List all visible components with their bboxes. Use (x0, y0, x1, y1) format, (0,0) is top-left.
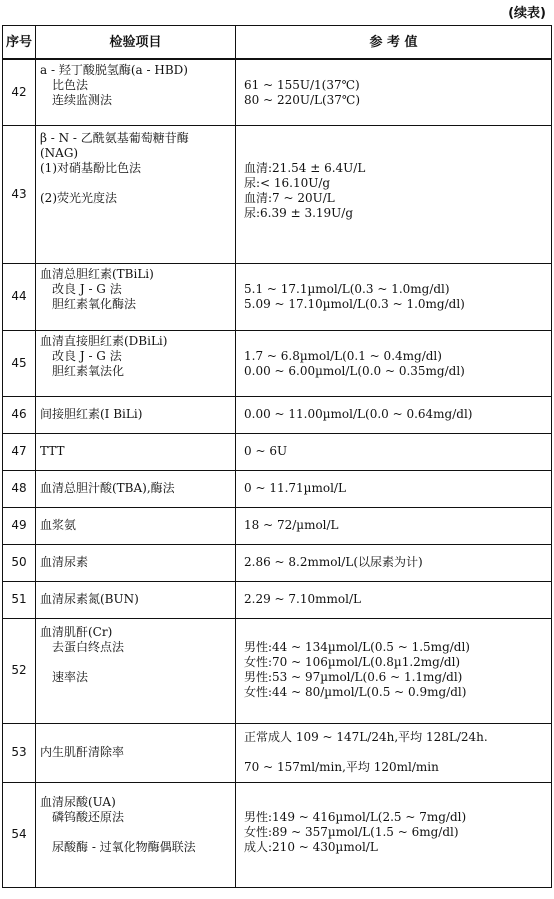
reference-value-line: 70 ~ 157ml/min,平均 120ml/min (244, 759, 439, 774)
reference-value-line: 0.00 ~ 11.00µmol/L(0.0 ~ 0.64mg/dl) (244, 406, 473, 421)
reference-value-line (240, 334, 547, 349)
table-row (3, 581, 552, 618)
reference-value-line: 0 ~ 11.71µmol/L (244, 480, 346, 495)
test-item-cell (36, 125, 236, 263)
row-number: 49 (3, 507, 36, 544)
table-body (3, 59, 552, 887)
reference-value-cell (236, 59, 552, 125)
reference-value-line: 5.09 ~ 17.10µmol/L(0.3 ~ 1.0mg/dl) (244, 296, 465, 311)
row-number: 51 (3, 581, 36, 618)
table-row (3, 59, 552, 125)
test-item-line: 内生肌酐清除率 (40, 744, 125, 759)
test-item-line: 胆红素氧化酶法 (52, 296, 137, 311)
table-row (3, 470, 552, 507)
reference-value-line: 61 ~ 155U/1(37℃) (244, 78, 360, 92)
test-item-line: 连续监测法 (52, 93, 113, 107)
reference-value-line (240, 146, 547, 161)
test-item-line: 间接胆红素(I BiLi) (40, 406, 143, 421)
reference-value-line: 血清:21.54 ± 6.4U/L (244, 160, 366, 175)
reference-value-line (240, 267, 547, 282)
reference-value-cell (236, 544, 552, 581)
test-item-cell (36, 782, 236, 887)
reference-value-line: 女性:89 ~ 357µmol/L(1.5 ~ 6mg/dl) (244, 824, 459, 839)
test-item-line: 尿酸酶 - 过氧化物酶偶联法 (52, 839, 196, 854)
reference-value-table (2, 25, 552, 888)
test-item-line: 血清总胆汁酸(TBA),酶法 (40, 480, 175, 495)
test-item-line: 血清直接胆红素(DBiLi) (40, 333, 168, 348)
row-number: 43 (3, 125, 36, 263)
reference-value-cell (236, 723, 552, 782)
reference-value-line: 0 ~ 6U (244, 443, 288, 458)
row-number: 44 (3, 263, 36, 330)
test-item-line: 速率法 (52, 669, 89, 684)
reference-value-line: 女性:44 ~ 80/µmol/L(0.5 ~ 0.9mg/dl) (244, 684, 467, 699)
test-item-line: 比色法 (52, 78, 89, 92)
table-header-row (3, 26, 552, 60)
test-item-line (40, 176, 231, 191)
continued-label: (续表) (508, 6, 546, 21)
table-row (3, 125, 552, 263)
row-number: 52 (3, 618, 36, 723)
test-item-line: 血清尿素 (40, 554, 89, 569)
row-number: 54 (3, 782, 36, 887)
row-number: 42 (3, 59, 36, 125)
test-item-line: 血清尿素氮(BUN) (40, 591, 139, 606)
reference-value-line (240, 131, 547, 146)
table-row (3, 396, 552, 433)
test-item-line (40, 655, 231, 670)
reference-value-line: 男性:149 ~ 416µmol/L(2.5 ~ 7mg/dl) (244, 809, 467, 824)
test-item-line: 血浆氨 (40, 517, 77, 532)
reference-value-cell (236, 581, 552, 618)
reference-value-line: 正常成人 109 ~ 147L/24h,平均 128L/24h. (244, 729, 488, 744)
test-item-cell (36, 263, 236, 330)
reference-value-line: 1.7 ~ 6.8µmol/L(0.1 ~ 0.4mg/dl) (244, 348, 442, 363)
reference-value-cell (236, 263, 552, 330)
test-item-line (40, 825, 231, 840)
table-row (3, 782, 552, 887)
reference-value-line: 0.00 ~ 6.00µmol/L(0.0 ~ 0.35mg/dl) (244, 363, 465, 378)
test-item-cell (36, 723, 236, 782)
reference-value-cell (236, 782, 552, 887)
reference-value-cell (236, 618, 552, 723)
reference-value-line: 成人:210 ~ 430µmol/L (244, 839, 378, 854)
reference-value-line: 18 ~ 72/µmol/L (244, 517, 339, 532)
test-item-line (40, 730, 231, 745)
test-item-line: 改良 J - G 法 (52, 348, 122, 363)
test-item-cell (36, 581, 236, 618)
test-item-line: β - N - 乙酰氨基葡萄糖苷酶 (40, 130, 189, 145)
test-item-line: 改良 J - G 法 (52, 281, 122, 296)
reference-value-line: 男性:53 ~ 97µmol/L(0.6 ~ 1.1mg/dl) (244, 669, 463, 684)
test-item-line: (1)对硝基酚比色法 (40, 160, 141, 175)
table-row (3, 618, 552, 723)
test-item-cell (36, 544, 236, 581)
table-row (3, 723, 552, 782)
test-item-line: (2)荧光光度法 (40, 190, 117, 205)
header-no: 序号 (3, 26, 36, 60)
reference-value-line: 5.1 ~ 17.1µmol/L(0.3 ~ 1.0mg/dl) (244, 281, 450, 296)
row-number: 45 (3, 330, 36, 396)
test-item-line (40, 206, 231, 221)
test-item-line: 磷钨酸还原法 (52, 809, 125, 824)
reference-value-line: 2.86 ~ 8.2mmol/L(以尿素为计) (244, 554, 423, 569)
reference-value-line: 尿:6.39 ± 3.19U/g (244, 205, 354, 220)
table-row (3, 263, 552, 330)
test-item-line: 血清尿酸(UA) (40, 794, 116, 809)
reference-value-line (240, 625, 547, 640)
reference-value-line: 男性:44 ~ 134µmol/L(0.5 ~ 1.5mg/dl) (244, 639, 470, 654)
table-row (3, 507, 552, 544)
test-item-line: TTT (40, 443, 65, 458)
reference-value-cell (236, 396, 552, 433)
test-item-line: a - 羟丁酸脱氢酶(a - HBD) (40, 63, 188, 77)
row-number: 50 (3, 544, 36, 581)
test-item-cell (36, 507, 236, 544)
row-number: 48 (3, 470, 36, 507)
reference-value-line (240, 63, 547, 78)
reference-value-line: 2.29 ~ 7.10mmol/L (244, 591, 361, 606)
reference-value-line: 女性:70 ~ 106µmol/L(0.8µ1.2mg/dl) (244, 654, 461, 669)
test-item-cell (36, 59, 236, 125)
test-item-line: 血清总胆红素(TBiLi) (40, 266, 154, 281)
reference-value-cell (236, 330, 552, 396)
test-item-cell (36, 470, 236, 507)
reference-value-line (240, 795, 547, 810)
table-row (3, 433, 552, 470)
test-item-line: 去蛋白终点法 (52, 639, 125, 654)
reference-value-line: 80 ~ 220U/L(37℃) (244, 93, 361, 107)
reference-value-line (240, 745, 547, 760)
test-item-cell (36, 433, 236, 470)
test-item-line (40, 685, 231, 700)
test-item-cell (36, 396, 236, 433)
test-item-line: 血清肌酐(Cr) (40, 624, 113, 639)
header-item: 检验项目 (36, 26, 236, 60)
reference-value-cell (236, 507, 552, 544)
test-item-cell (36, 330, 236, 396)
table-row (3, 330, 552, 396)
test-item-line: 胆红素氧法化 (52, 363, 125, 378)
header-reference-value: 参 考 值 (236, 26, 552, 60)
row-number: 46 (3, 396, 36, 433)
table-row (3, 544, 552, 581)
reference-value-cell (236, 470, 552, 507)
test-item-cell (36, 618, 236, 723)
row-number: 47 (3, 433, 36, 470)
test-item-line: (NAG) (40, 145, 79, 160)
reference-value-cell (236, 433, 552, 470)
reference-value-line: 尿:< 16.10U/g (244, 175, 331, 190)
reference-value-cell (236, 125, 552, 263)
reference-value-line: 血清:7 ~ 20U/L (244, 190, 335, 205)
row-number: 53 (3, 723, 36, 782)
